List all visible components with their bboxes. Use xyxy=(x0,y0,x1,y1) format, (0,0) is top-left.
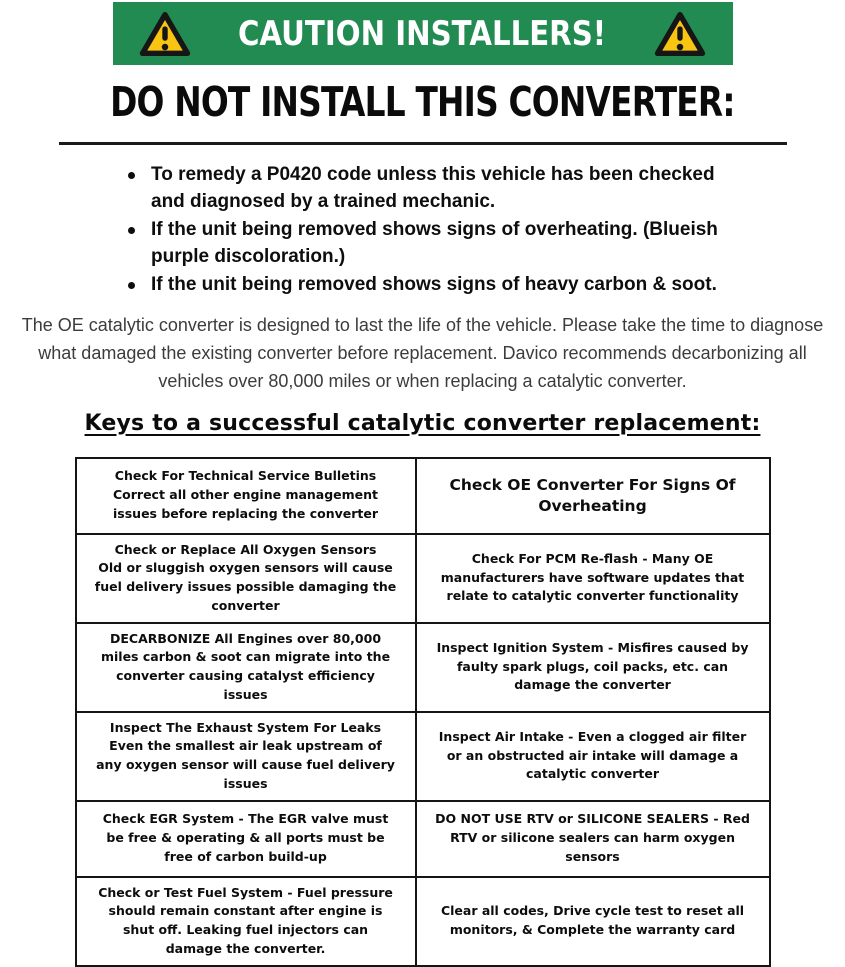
tip-cell-left xyxy=(76,458,416,534)
tip-cell-line: Check EGR System - The EGR valve must be free & operating & all ports must be free of carbon build-up xyxy=(102,811,389,864)
tip-cell-left xyxy=(76,623,416,712)
table-row xyxy=(76,877,770,966)
table-row xyxy=(76,534,770,623)
tip-cell-line: Clear all codes, Drive cycle test to reset all monitors, & Complete the warranty card xyxy=(440,903,745,938)
tip-cell-line: Inspect Ignition System - Misfires caused by faulty spark plugs, coil packs, etc. can damage the converter xyxy=(436,639,749,693)
tip-cell-line: Inspect The Exhaust System For Leaks xyxy=(109,719,382,735)
table-row xyxy=(76,712,770,801)
tip-cell-right xyxy=(416,534,770,623)
caution-banner xyxy=(113,2,733,65)
headline-text: DO NOT INSTALL THIS CONVERTER: xyxy=(110,78,735,126)
warning-bullet-item: To remedy a P0420 code unless this vehicle has been checked and diagnosed by a trained mechanic. xyxy=(118,162,728,216)
tip-cell-right xyxy=(416,801,770,877)
tip-cell-line: Old or sluggish oxygen sensors will cause fuel delivery issues possible damaging the converter xyxy=(94,560,397,613)
tip-cell-line: Check For PCM Re-flash - Many OE manufacturers have software updates that relate to catalytic converter functionality xyxy=(440,550,745,604)
keys-heading: Keys to a successful catalytic converter replacement: xyxy=(84,410,761,436)
warning-triangle-icon xyxy=(653,10,707,58)
tip-cell-right xyxy=(416,458,770,534)
tip-cell-line: Check OE Converter For Signs Of Overheating xyxy=(449,475,736,515)
intro-paragraph: The OE catalytic converter is designed to last the life of the vehicle. Please take the time to diagnose what damaged the existing converter before replacement. Davico recommends decarbonizing all vehicles over 80,000 miles or when replacing a catalytic converter. xyxy=(21,314,824,391)
tip-cell-left xyxy=(76,801,416,877)
tip-cell-left xyxy=(76,534,416,623)
tip-cell-right xyxy=(416,623,770,712)
tip-cell-left xyxy=(76,712,416,801)
tip-cell-line: Check or Replace All Oxygen Sensors xyxy=(114,541,377,557)
warning-triangle-icon xyxy=(138,10,192,58)
tip-cell-line: Check or Test Fuel System - Fuel pressure should remain constant after engine is shut off. Leaking fuel injectors can damage the converter. xyxy=(98,884,393,956)
warning-list xyxy=(118,162,728,299)
tip-cell-left xyxy=(76,877,416,966)
tip-cell-line: Even the smallest air leak upstream of any oxygen sensor will cause fuel delivery issues xyxy=(96,738,395,791)
tip-cell-line: Check For Technical Service Bulletins xyxy=(114,468,377,484)
tip-cell-line: DECARBONIZE All Engines over 80,000 miles carbon & soot can migrate into the converter causing catalyst efficiency issues xyxy=(100,630,391,702)
tip-cell-right xyxy=(416,712,770,801)
tips-table xyxy=(75,457,771,967)
tip-cell-line: Correct all other engine management issues before replacing the converter xyxy=(112,487,379,521)
table-row xyxy=(76,458,770,534)
tip-cell-right xyxy=(416,877,770,966)
divider-line xyxy=(59,142,787,145)
warning-bullet-item: If the unit being removed shows signs of heavy carbon & soot. xyxy=(118,272,728,299)
warning-bullet-item: If the unit being removed shows signs of overheating. (Blueish purple discoloration.) xyxy=(118,217,728,271)
table-row xyxy=(76,801,770,877)
tips-table-body xyxy=(76,458,770,966)
flyer-page xyxy=(0,2,845,956)
banner-title: CAUTION INSTALLERS! xyxy=(238,13,607,54)
headline xyxy=(0,78,845,126)
table-row xyxy=(76,623,770,712)
tip-cell-line: Inspect Air Intake - Even a clogged air filter or an obstructed air intake will damage a catalytic converter xyxy=(438,728,747,782)
tip-cell-line: DO NOT USE RTV or SILICONE SEALERS - Red RTV or silicone sealers can harm oxygen sensors xyxy=(435,811,750,864)
